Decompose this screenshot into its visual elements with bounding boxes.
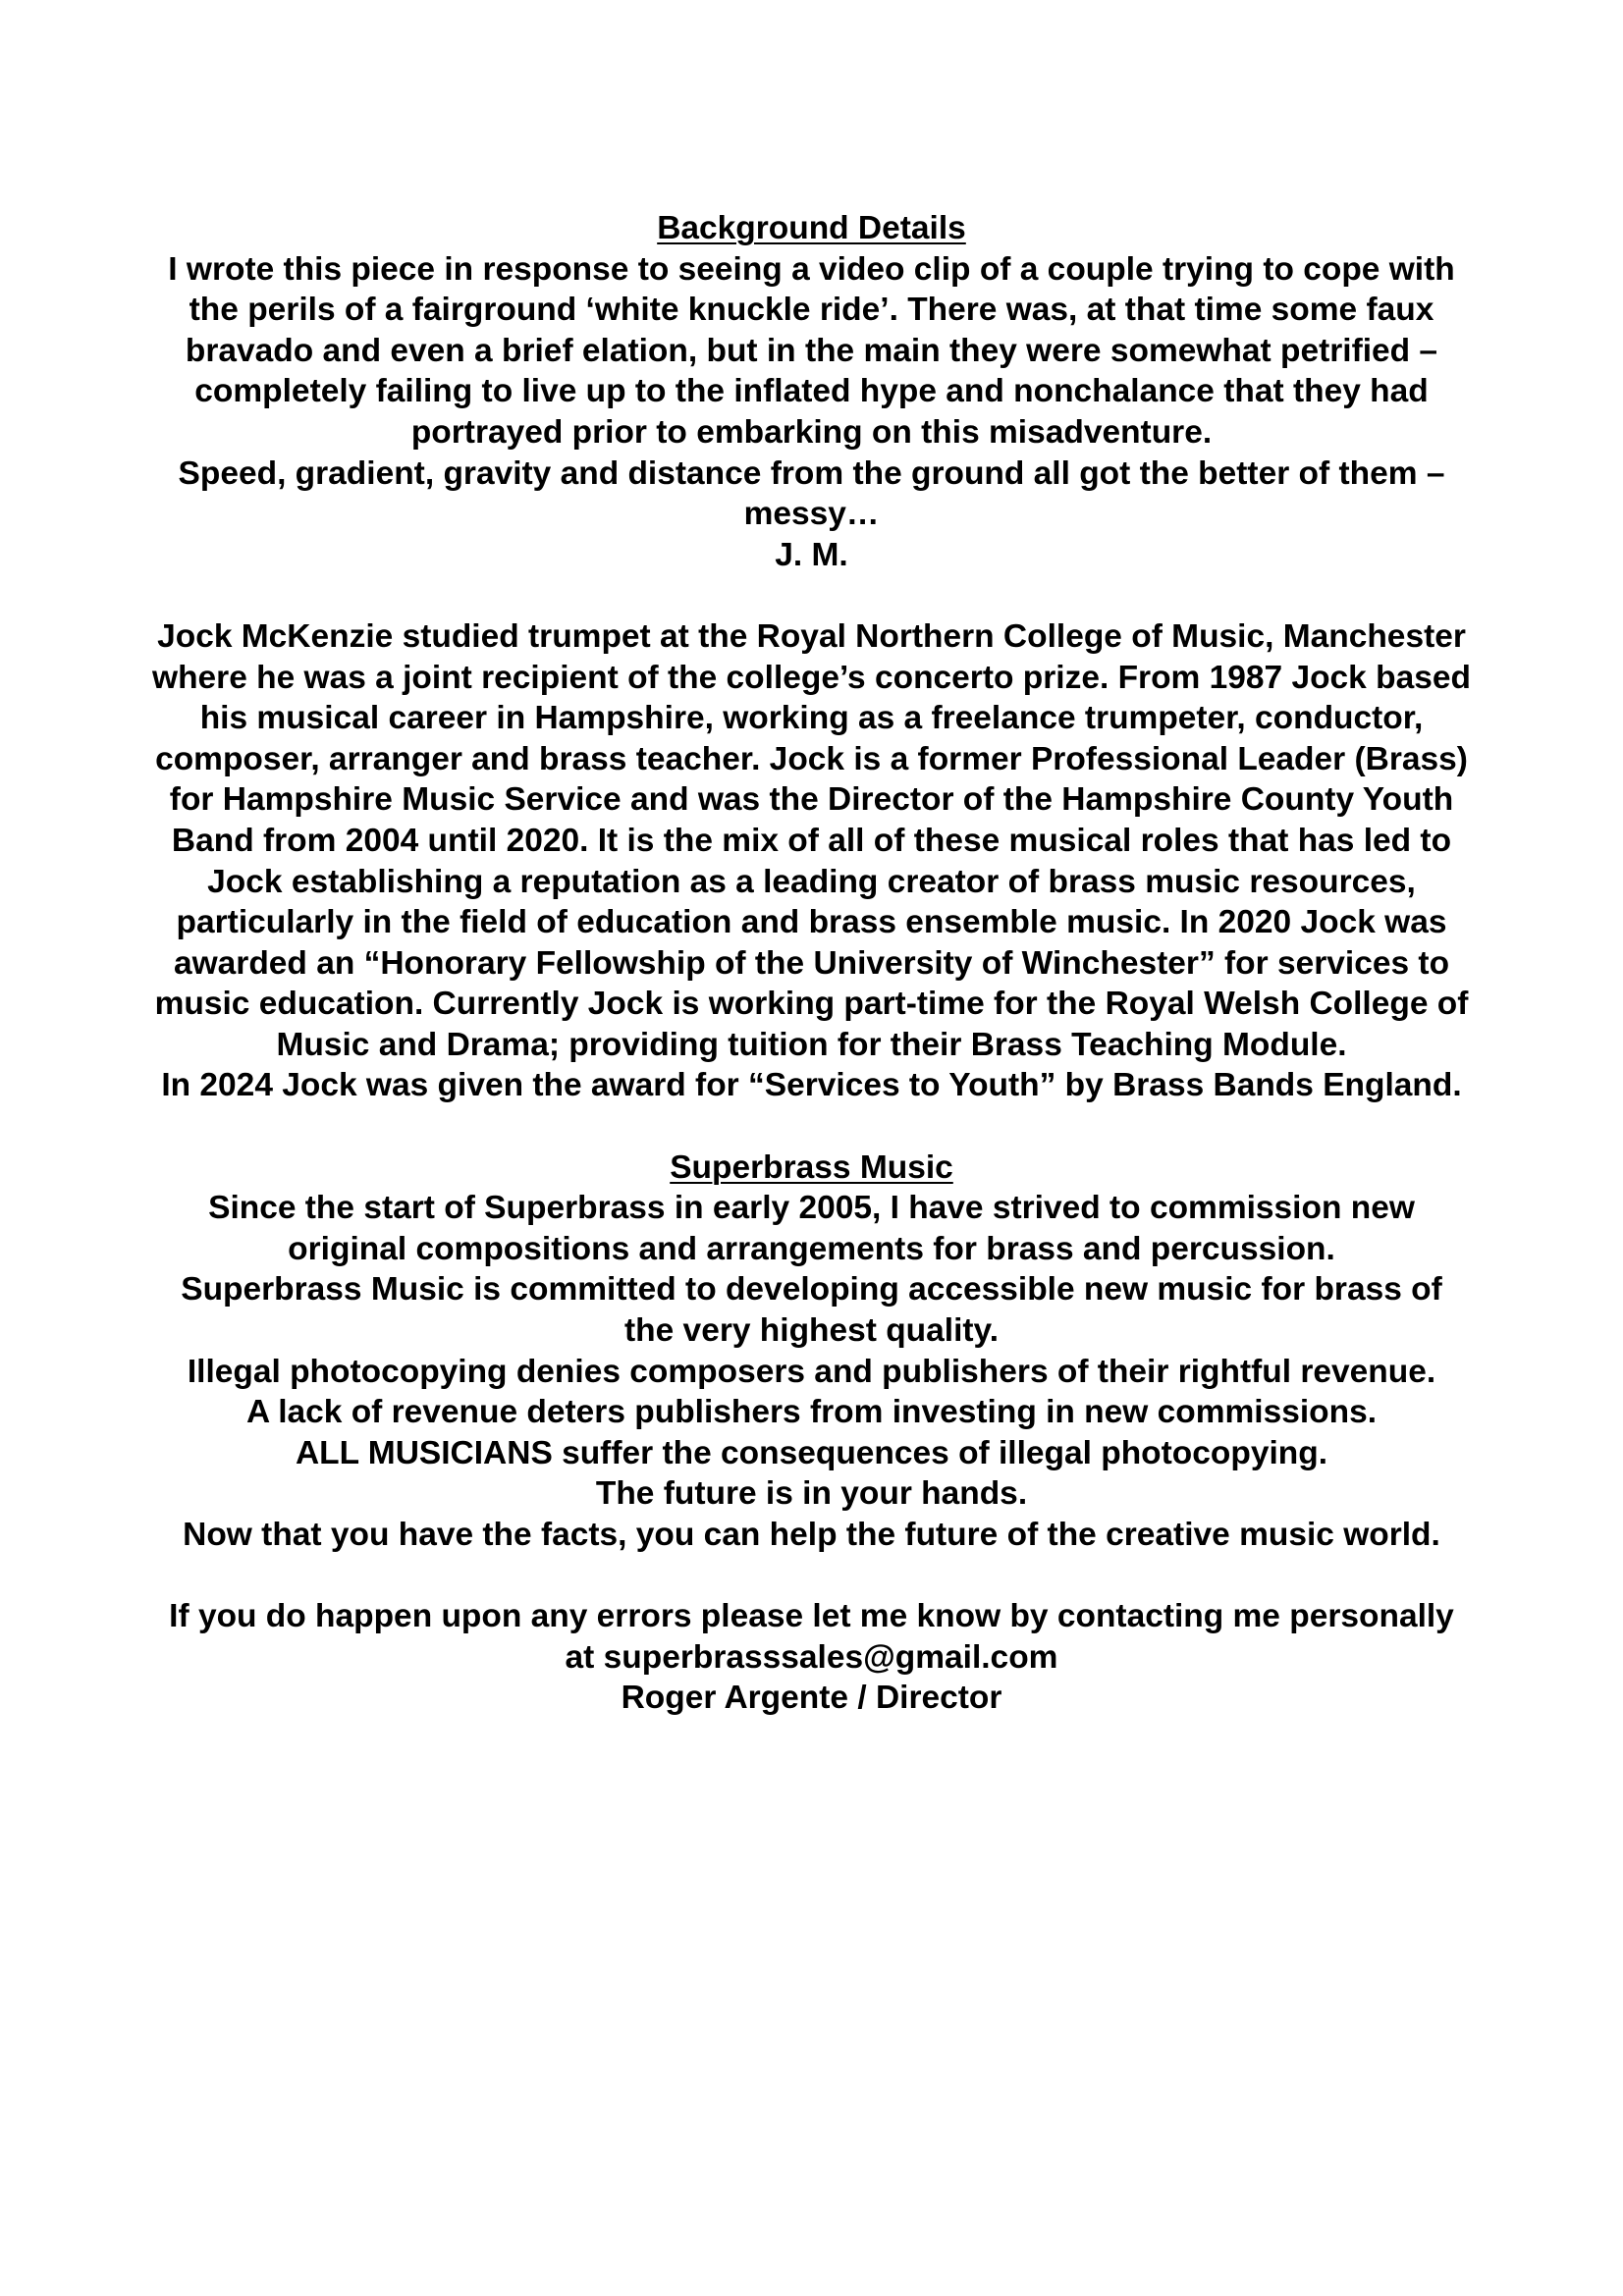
superbrass-line: Illegal photocopying denies composers and publishers of their rightful revenue. — [187, 1353, 1436, 1390]
composer-initials: J. M. — [775, 536, 848, 573]
background-paragraph: I wrote this piece in response to seeing a video clip of a couple trying to cope with the perils of a fairground ‘white knuckle ride’. There was, at that time some faux bravado and even a brief elation, but in the main they were somewhat petrified – completely failing to live up to the inflated hype and nonchalance that they had portrayed prior to embarking on this misadventure. — [168, 250, 1455, 451]
background-closing: Speed, gradient, gravity and distance from the ground all got the better of them – messy… — [178, 454, 1445, 533]
section-spacer — [152, 1556, 1471, 1597]
biography-award: In 2024 Jock was given the award for “Services to Youth” by Brass Bands England. — [161, 1067, 1462, 1104]
superbrass-line: Superbrass Music is committed to developing accessible new music for brass of the very highest quality. — [181, 1271, 1442, 1350]
section-spacer — [152, 1106, 1471, 1148]
superbrass-line: Since the start of Superbrass in early 2005, I have strived to commission new original compositions and arrangements for brass and percussion. — [208, 1190, 1415, 1267]
biography-paragraph: Jock McKenzie studied trumpet at the Royal Northern College of Music, Manchester where he was a joint recipient of the college’s concerto prize. From 1987 Jock based his musical career in Hampshire, working as a freelance trumpeter, conductor, composer, arranger and brass teacher. Jock is a former Professional Leader (Brass) for Hampshire Music Service and was the Director of the Hampshire County Youth Band from 2004 until 2020. It is the mix of all of these musical roles that has led to Jock establishing a reputation as a leading creator of brass music resources, particularly in the field of education and brass ensemble music. In 2020 Jock was awarded an “Honorary Fellowship of the University of Winchester” for services to music education. Currently Jock is working part-time for the Royal Welsh College of Music and Drama; providing tuition for their Brass Teaching Module. — [152, 617, 1471, 1063]
director-signature: Roger Argente / Director — [621, 1680, 1002, 1717]
superbrass-heading: Superbrass Music — [670, 1148, 953, 1186]
document-body — [152, 208, 1471, 1719]
errors-contact-note: If you do happen upon any errors please let me know by contacting me personally at superbrasssales@gmail.com — [169, 1598, 1454, 1676]
superbrass-line: A lack of revenue deters publishers from investing in new commissions. — [245, 1394, 1378, 1431]
superbrass-line: Now that you have the facts, you can help the future of the creative music world. — [183, 1517, 1440, 1553]
section-spacer — [152, 575, 1471, 616]
superbrass-line: ALL MUSICIANS suffer the consequences of illegal photocopying. — [295, 1434, 1327, 1471]
background-heading: Background Details — [657, 210, 966, 246]
superbrass-line: The future is in your hands. — [595, 1475, 1028, 1513]
